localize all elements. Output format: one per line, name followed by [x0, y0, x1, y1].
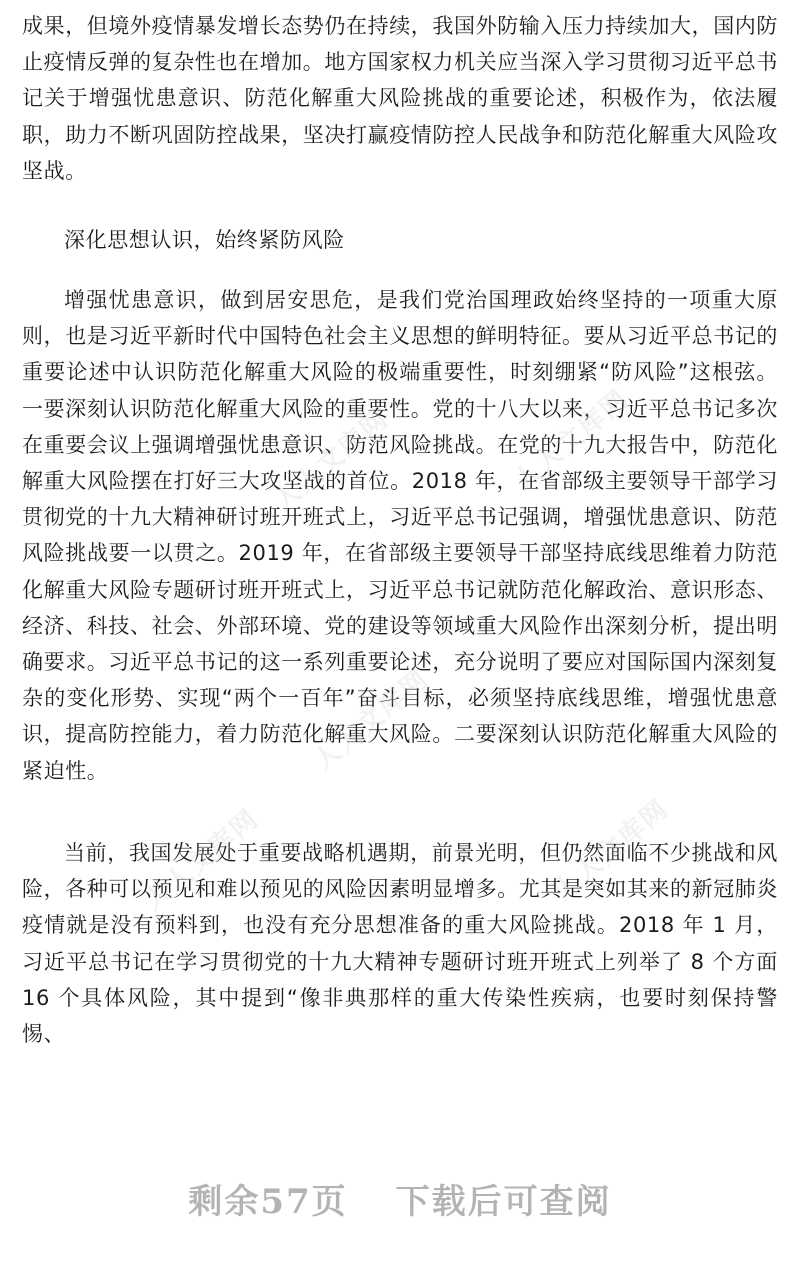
watermark: 人人文库网	[138, 803, 265, 917]
watermark: 人人文库网	[268, 403, 395, 517]
watermark: 人人文库网	[308, 663, 435, 777]
paragraph-4: 当前，我国发展处于重要战略机遇期，前景光明，但仍然面临不少挑战和风险，各种可以预见和难以预见的风险因素明显增多。尤其是突如其来的新冠肺炎疫情就是没有预料到，也没有充分思想准备的重大风险挑战。2018 年 1 月，习近平总书记在学习贯彻党的十九大精神专题研讨班开班式上列举了 8 个方面 16 个具体风险，其中提到“像非典那样的重大传染性疾病，也要时刻保持警惕、	[22, 841, 778, 1047]
remaining-pages-label: 剩余57页	[188, 1181, 348, 1222]
download-hint-label[interactable]: 下载后可查阅	[395, 1181, 612, 1222]
paragraph-3: 增强忧患意识，做到居安思危，是我们党治国理政始终坚持的一项重大原则，也是习近平新时代中国特色社会主义思想的鲜明特征。要从习近平总书记的重要论述中认识防范化解重大风险的极端重要性，时刻绷紧“防风险”这根弦。一要深刻认识防范化解重大风险的重要性。党的十八大以来，习近平总书记多次在重要会议上强调增强忧患意识、防范风险挑战。在党的十九大报告中，防范化解重大风险摆在打好三大攻坚战的首位。2018 年，在省部级主要领导干部学习贯彻党的十九大精神研讨班开班式上，习近平总书记强调，增强忧患意识、防范风险挑战要一以贯之。2019 年，在省部级主要领导干部坚持底线思维着力防范化解重大风险专题研讨班开班式上，习近平总书记就防范化解政治、意识形态、经济、科技、社会、外部环境、党的建设等领域重大风险作出深刻分析，提出明确要求。习近平总书记的这一系列重要论述，充分说明了要应对国际国内深刻复杂的变化形势、实现“两个一百年”奋斗目标，必须坚持底线思维，增强忧患意识，提高防控能力，着力防范化解重大风险。二要深刻认识防范化解重大风险的紧迫性。	[22, 288, 778, 783]
section-heading: 深化思想认识，始终紧防风险	[64, 228, 345, 252]
watermark: 人人文库网	[548, 793, 675, 907]
watermark: 人人文库网	[508, 383, 635, 497]
download-prompt-bar[interactable]	[0, 1168, 800, 1228]
paragraph-1: 成果，但境外疫情暴发增长态势仍在持续，我国外防输入压力持续加大，国内防止疫情反弹的复杂性也在增加。地方国家权力机关应当深入学习贯彻习近平总书记关于增强忧患意识、防范化解重大风险挑战的重要论述，积极作为，依法履职，助力不断巩固防控战果，坚决打赢疫情防控人民战争和防范化解重大风险攻坚战。	[22, 14, 778, 183]
